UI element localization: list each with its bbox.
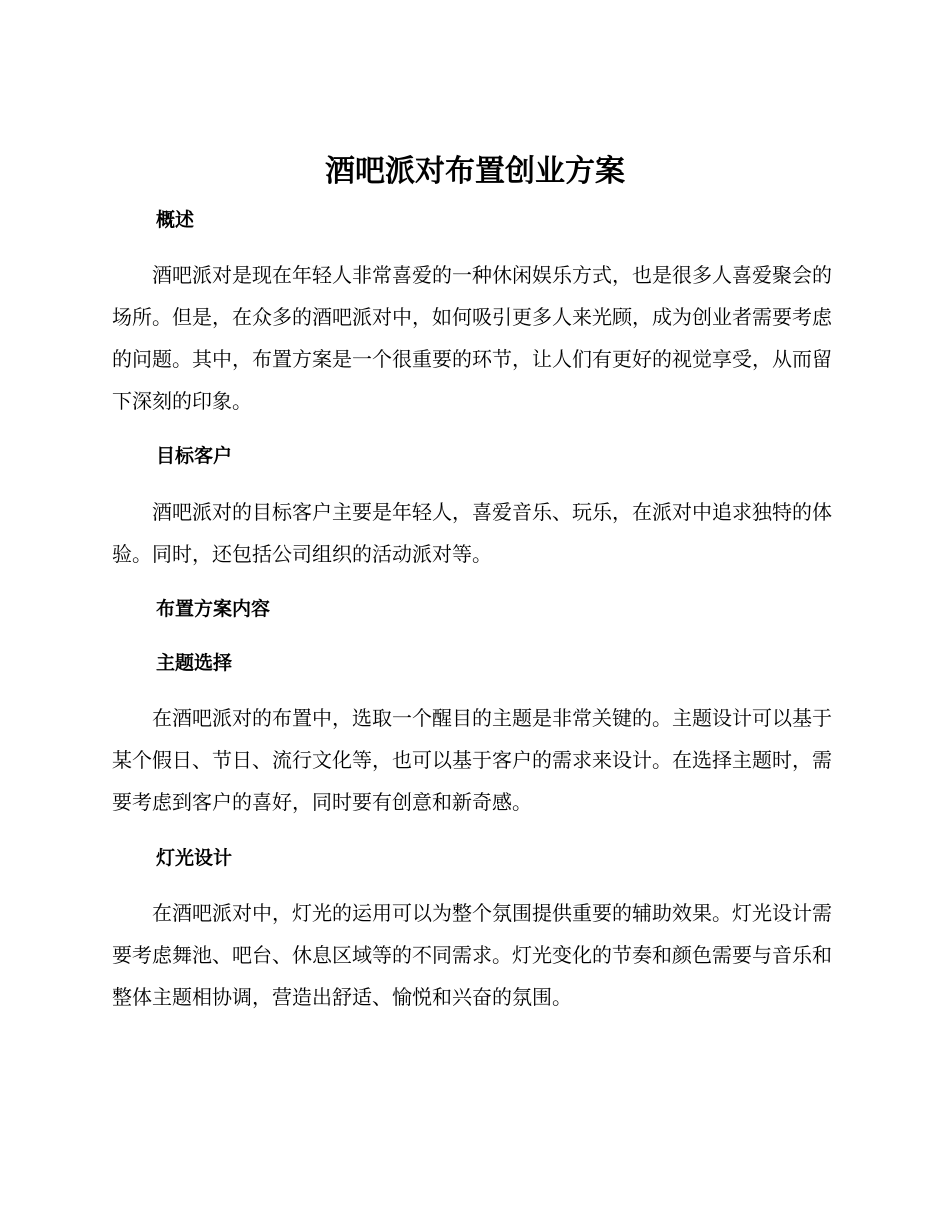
- section-paragraph-lighting-design: 在酒吧派对中，灯光的运用可以为整个氛围提供重要的辅助效果。灯光设计需要考虑舞池、吧台、休息区域等的不同需求。灯光变化的节奏和颜色需要与音乐和整体主题相协调，营造出舒适、愉悦和兴奋的氛围。: [112, 901, 832, 1009]
- section-heading-target-customers: 目标客户: [156, 445, 233, 467]
- section-paragraph-theme-selection: 在酒吧派对的布置中，选取一个醒目的主题是非常关键的。主题设计可以基于某个假日、节日、流行文化等，也可以基于客户的需求来设计。在选择主题时，需要考虑到客户的喜好，同时要有创意和新奇感。: [112, 706, 832, 814]
- section-heading-overview: 概述: [156, 209, 195, 231]
- section-heading-lighting-design: 灯光设计: [156, 847, 233, 869]
- section-paragraph-overview: 酒吧派对是现在年轻人非常喜爱的一种休闲娱乐方式，也是很多人喜爱聚会的场所。但是，在众多的酒吧派对中，如何吸引更多人来光顾，成为创业者需要考虑的问题。其中，布置方案是一个很重要的环节，让人们有更好的视觉享受，从而留下深刻的印象。: [112, 263, 832, 413]
- section-heading-layout-content: 布置方案内容: [156, 598, 271, 620]
- document-title: 酒吧派对布置创业方案: [325, 154, 625, 189]
- section-heading-theme-selection: 主题选择: [156, 652, 233, 674]
- section-paragraph-target-customers: 酒吧派对的目标客户主要是年轻人，喜爱音乐、玩乐，在派对中追求独特的体验。同时，还包括公司组织的活动派对等。: [112, 500, 832, 566]
